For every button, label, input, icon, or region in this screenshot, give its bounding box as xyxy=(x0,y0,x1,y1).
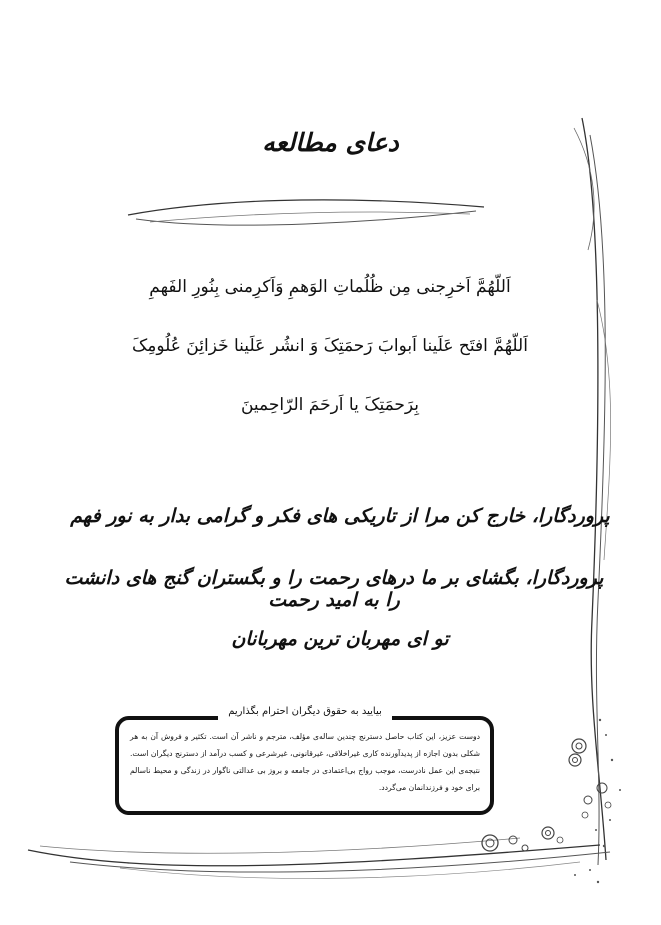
farsi-line-1: پروردگارا، خارج کن مرا از تاریکی های فکر و گرامی بدار به نور فهم xyxy=(70,505,610,527)
arabic-line-1: اَللّهُمَّ اَخرِجنی مِن ظُلُماتِ الوَهمِ وَاَکرِمنی بِنُورِ الفَهمِ xyxy=(149,277,511,297)
farsi-line-2: پروردگارا، بگشای بر ما درهای رحمت را و بگستران گنج های دانشت را به امید رحمت xyxy=(64,567,604,611)
bottom-swirl-3 xyxy=(40,838,520,853)
circle-ornament xyxy=(482,739,611,851)
arabic-line-2: اَللّهُمَّ افتَح عَلَینا اَبوابَ رَحمَتِکَ وَ انشُر عَلَینا خَزائِنَ عُلُومِکَ xyxy=(132,336,528,356)
farsi-line-3: تو ای مهربان ترین مهربانان xyxy=(231,628,449,650)
bottom-swirl-1 xyxy=(28,845,600,866)
notice-body: دوست عزیز، این کتاب حاصل دسترنج چندین ساله‌ی مؤلف، مترجم و ناشر آن است. تکثیر و فروش آن به هر شکلی بدون اجازه از پدیدآورنده کاری غیراخلاقی، غیرقانونی، غیرشرعی و کسب درآمد از دسترنج دیگران است. نتیجه‌ی این عمل نادرست، موجب رواج بی‌اعتمادی در جامعه و بروز بی عدالتی ناگوار در زندگی و محیط ناسالم برای خود و فرزندانمان می‌گردد. xyxy=(130,732,480,792)
arabic-line-3: بِرَحمَتِکَ یا اَرحَمَ الرّاحِمینَ xyxy=(240,395,420,415)
page-title: دعای مطالعه xyxy=(262,128,399,157)
right-vine-2 xyxy=(590,135,605,865)
notice-heading: بیایید به حقوق دیگران احترام بگذاریم xyxy=(218,702,392,722)
